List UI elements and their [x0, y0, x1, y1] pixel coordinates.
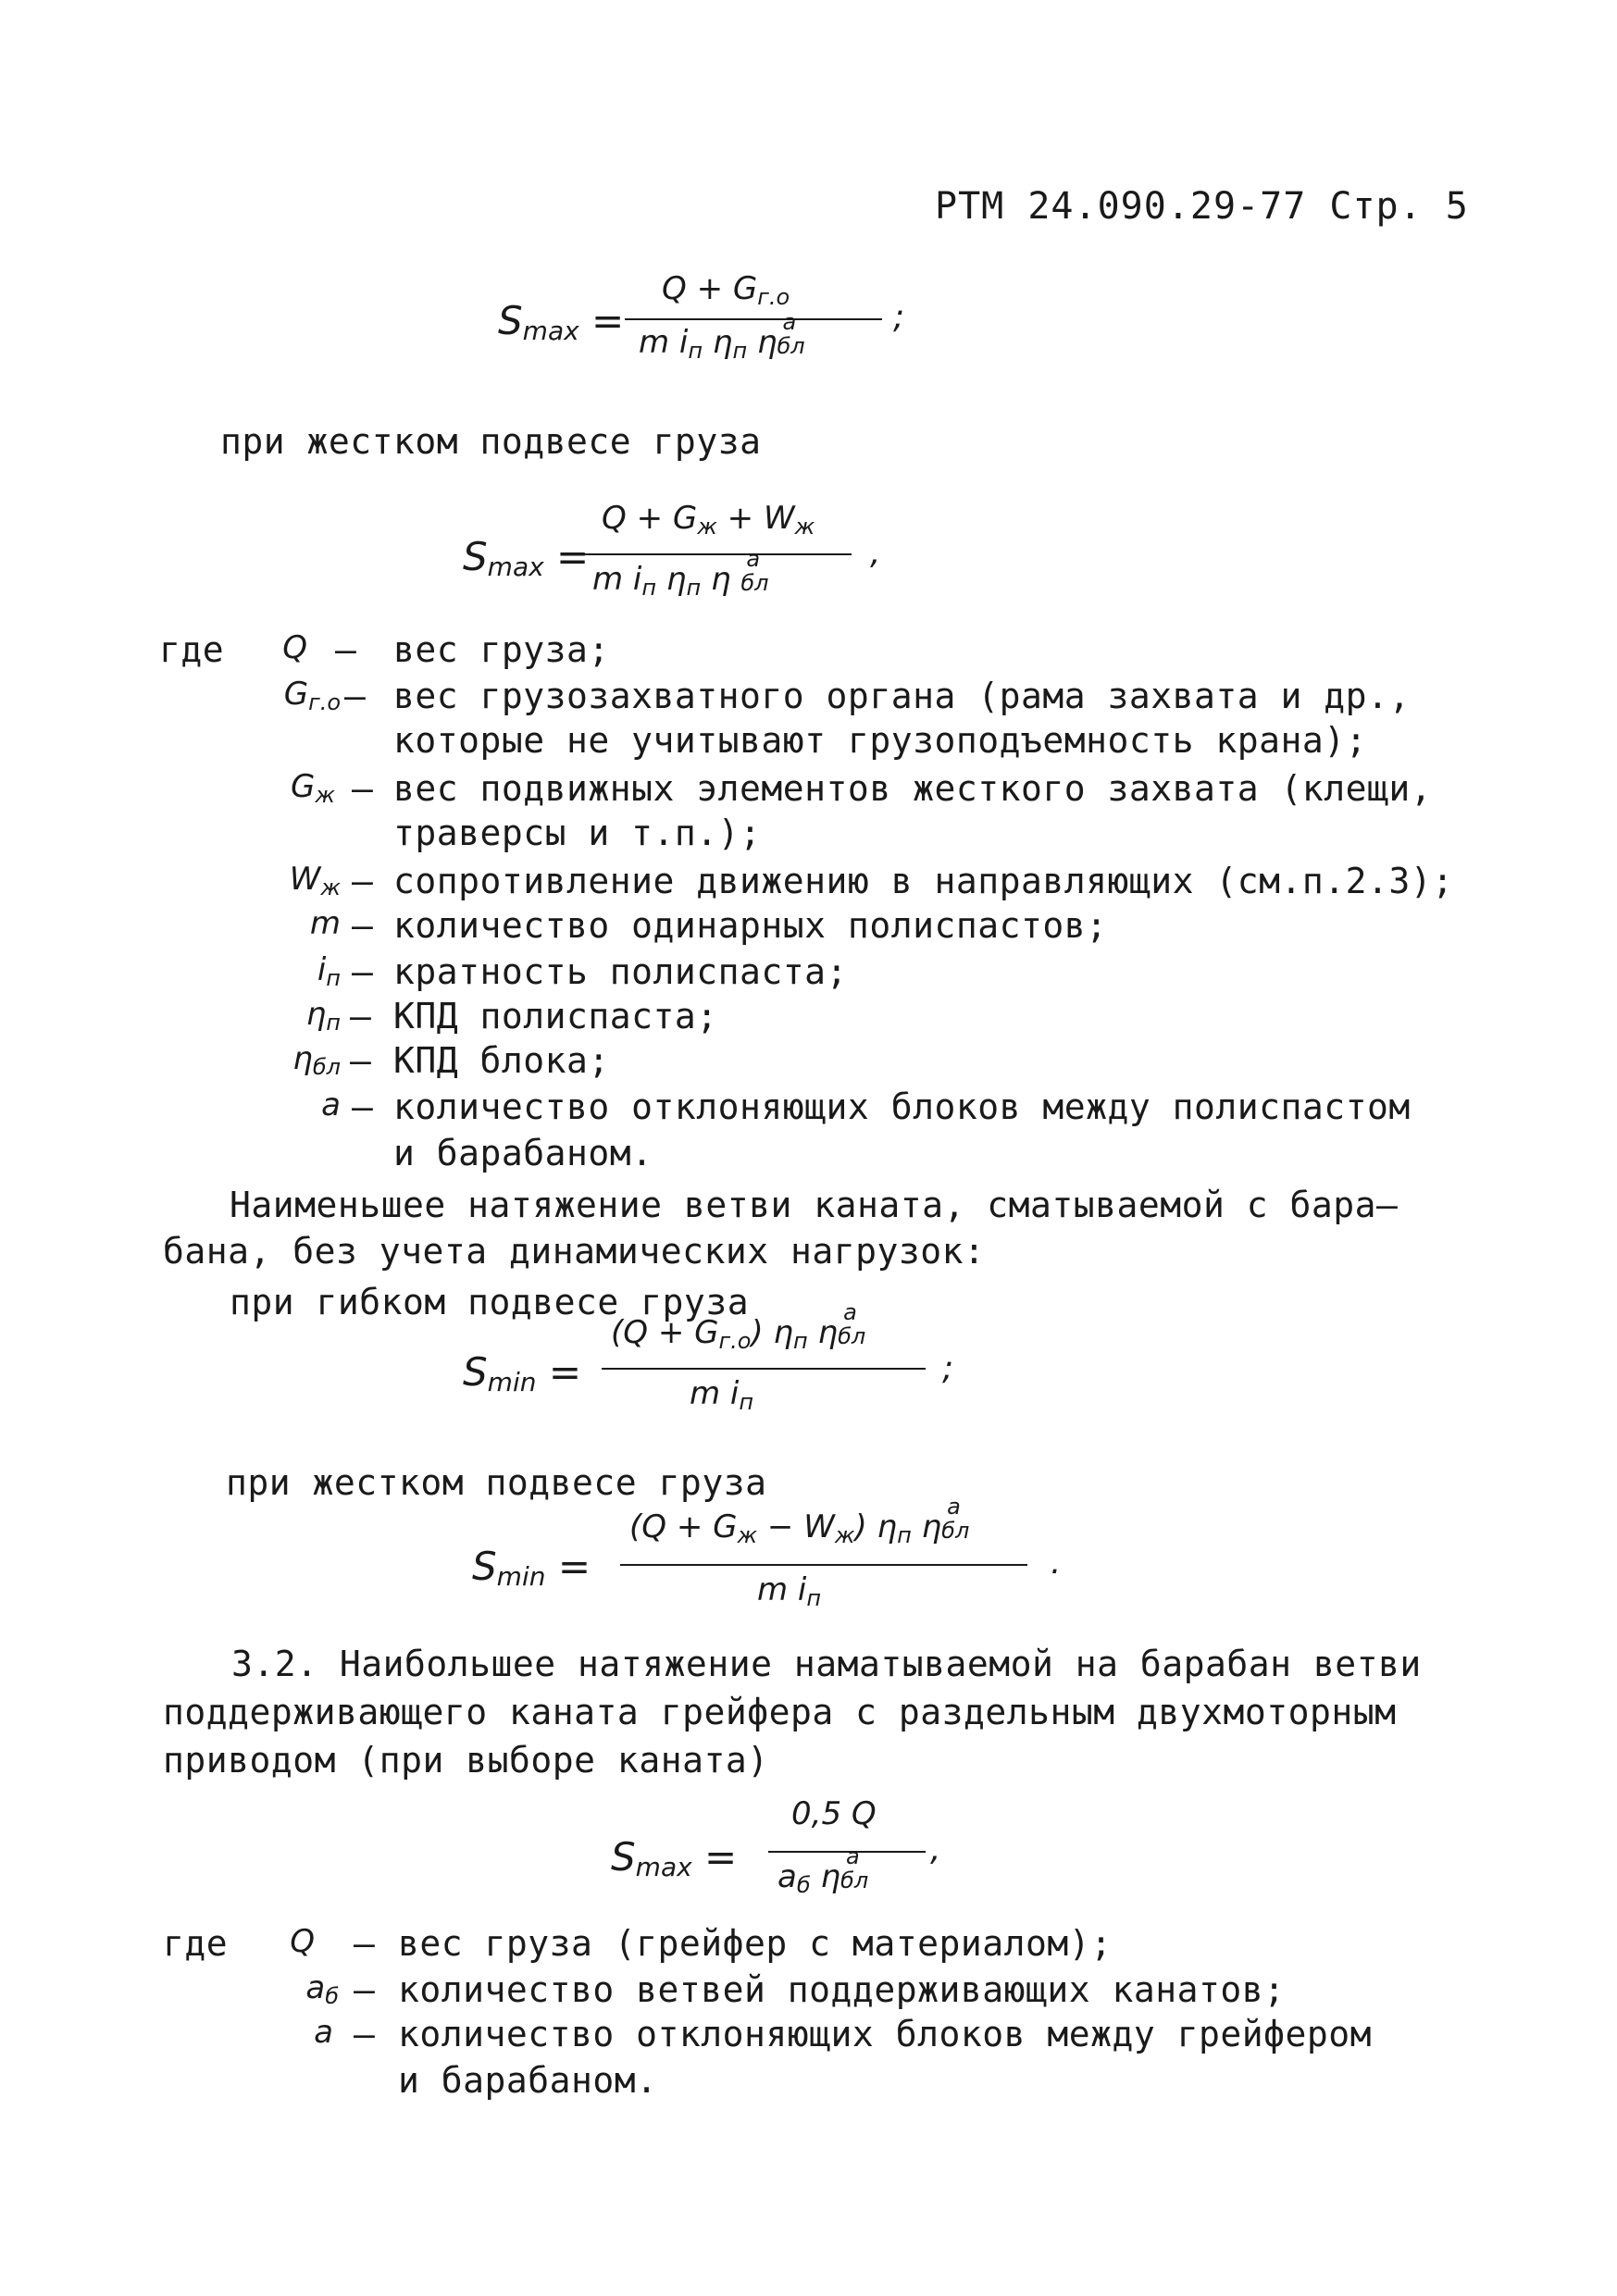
def-symbol: $W_ж$ [289, 861, 341, 900]
def-description: количество ветвей поддерживающих канатов; [398, 1969, 1286, 2010]
section-3-2-line-2: поддерживающего каната грейфера с раздельным двухмоторным [163, 1692, 1397, 1732]
def-description: вес грузозахватного органа (рама захвата и др., [393, 676, 1411, 716]
formula-denominator: m $i_п$ [757, 1571, 822, 1611]
def-description: количество отклоняющих блоков между грейфером [398, 2014, 1373, 2054]
formula-numerator: $Q + G_{г.о}$ [662, 270, 790, 310]
def-dash: – [352, 951, 373, 992]
def-description: количество отклоняющих блоков между полиспастом [393, 1086, 1411, 1127]
formula-denominator: m $i_п$ $\eta_п$ η a бл [639, 308, 805, 364]
formula-lhs: $S_{max}$ = [463, 534, 590, 582]
formula-lhs: $S_{max}$ = [611, 1834, 738, 1882]
def-description: сопротивление движению в направляющих (см.п.2.3); [393, 861, 1454, 901]
fraction-bar [620, 1564, 1027, 1566]
fraction-bar [625, 318, 882, 320]
formula-lhs: $S_{max}$ = [498, 298, 625, 346]
min-paragraph-line-2: бана, без учета динамических нагрузок: [163, 1231, 986, 1272]
def-dash: – [352, 861, 373, 901]
formula-lhs: $S_{min}$ = [463, 1349, 582, 1397]
page-header: РТМ 24.090.29-77 Стр. 5 [935, 185, 1469, 228]
def-symbol: $a_б$ [305, 1969, 339, 2009]
def-symbol: Q [290, 1923, 315, 1960]
def-dash: – [344, 676, 366, 716]
def-dash: – [352, 1086, 373, 1127]
def-description: количество одинарных полиспастов; [393, 905, 1108, 946]
formula-denominator: m $i_п$ [690, 1375, 754, 1415]
formula-denominator: $a_б$ η a бл [777, 1843, 869, 1898]
formula-tail: ; [942, 1349, 954, 1387]
rigid-intro-2: при жестком подвесе груза [226, 1462, 767, 1503]
def-symbol: $G_{г.о}$ [283, 676, 341, 715]
def-dash: – [350, 996, 371, 1036]
formula-denominator: m $i_п$ $\eta_п$ η a бл [592, 545, 769, 601]
def-description: КПД блока; [393, 1040, 610, 1081]
formula-numerator: $(Q + G_ж - W_ж)$ $\eta_п$ η a бл [629, 1493, 970, 1548]
def-symbol: $\eta_п$ [305, 996, 341, 1036]
def-description: КПД полиспаста; [393, 996, 718, 1036]
where-label-2: где [163, 1923, 229, 1964]
def-description-cont: траверсы и т.п.); [393, 813, 762, 853]
def-dash: – [352, 905, 373, 946]
formula-numerator: 0,5 Q [791, 1795, 877, 1832]
fraction-bar [602, 1368, 926, 1370]
section-3-2-line-3: приводом (при выборе каната) [163, 1740, 769, 1781]
def-dash: – [354, 2014, 375, 2054]
where-label: где [159, 629, 225, 670]
def-dash: – [354, 1923, 375, 1964]
def-description-cont: и барабаном. [398, 2060, 658, 2101]
fraction-bar [583, 553, 852, 555]
formula-tail: . [1051, 1544, 1062, 1582]
def-dash: – [335, 629, 356, 670]
rigid-intro: при жестком подвесе груза [220, 421, 762, 462]
formula-numerator: $Q + G_ж + W_ж$ [602, 500, 815, 540]
def-description: кратность полиспаста; [393, 951, 848, 992]
def-symbol: a [321, 1086, 341, 1123]
def-description-cont: которые не учитывают грузоподъемность крана); [393, 720, 1368, 761]
formula-lhs: $S_{min}$ = [472, 1544, 591, 1592]
def-dash: – [352, 768, 373, 809]
def-description-cont: и барабаном. [393, 1133, 653, 1173]
formula-tail: ; [893, 298, 905, 336]
def-dash: – [354, 1969, 375, 2010]
def-symbol: Q [282, 629, 307, 666]
formula-tail: , [870, 534, 881, 572]
section-3-2-line-1: 3.2. Наибольшее натяжение наматываемой на барабан ветви [231, 1644, 1422, 1684]
def-symbol: a [314, 2014, 333, 2051]
def-symbol: $i_п$ [317, 951, 341, 991]
formula-tail: , [930, 1831, 941, 1868]
formula-numerator: $(Q + G_{г.о})$ $\eta_п$ η a бл [611, 1298, 866, 1354]
min-paragraph-line-1: Наименьшее натяжение ветви каната, сматываемой с бара– [230, 1185, 1399, 1225]
def-dash: – [350, 1040, 371, 1081]
flex-intro: при гибком подвесе груза [230, 1282, 750, 1322]
def-symbol: $\eta_{бл}$ [292, 1040, 341, 1080]
def-description: вес подвижных элементов жесткого захвата (клещи, [393, 768, 1433, 809]
def-symbol: $G_ж$ [291, 768, 335, 808]
def-description: вес груза; [393, 629, 610, 670]
def-description: вес груза (грейфер с материалом); [398, 1923, 1113, 1964]
def-symbol: m [309, 905, 341, 942]
